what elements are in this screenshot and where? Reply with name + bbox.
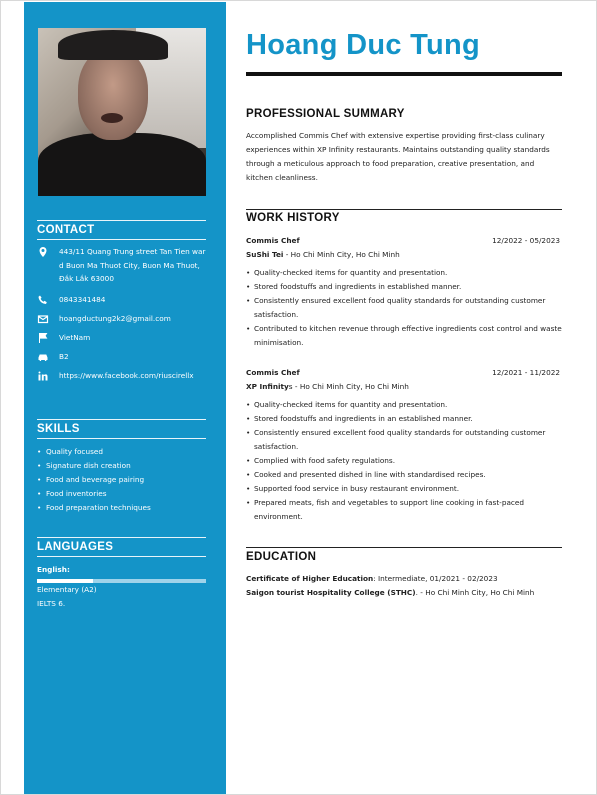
name-underline xyxy=(246,72,562,76)
education-entry xyxy=(246,588,566,597)
contact-email-row xyxy=(37,312,207,326)
education-school: Saigon tourist Hospitality College (STHC) xyxy=(246,588,416,597)
summary-text: Accomplished Commis Chef with extensive expertise providing first-class culinary experiences within XP Infinity restaurants. Maintains outstanding quality standards through a meticulous approach to food preparation, creative presentation, and kitchen cleanliness. xyxy=(246,131,550,182)
job-bullet: • Consistently ensured excellent food quality standards for outstanding customer satisfaction. xyxy=(246,426,562,454)
email-icon xyxy=(37,313,49,325)
languages-title: LANGUAGES xyxy=(37,541,114,553)
job-bullets xyxy=(246,266,562,350)
skills-list xyxy=(37,445,207,515)
contact-address-row xyxy=(37,245,207,286)
skill-item: • Food preparation techniques xyxy=(37,501,207,515)
education-divider xyxy=(246,547,562,548)
job-bullet: • Quality-checked items for quantity and presentation. xyxy=(246,398,562,412)
job-company-line xyxy=(246,250,400,259)
job-bullet: • Stored foodstuffs and ingredients in established manner. xyxy=(246,280,562,294)
sidebar xyxy=(24,2,226,794)
job-company: SuShi Tei xyxy=(246,250,284,259)
job-title: Commis Chef xyxy=(246,368,300,377)
skill-item: • Food inventories xyxy=(37,487,207,501)
job-bullet: • Stored foodstuffs and ingredients in an established manner. xyxy=(246,412,562,426)
languages-divider xyxy=(37,556,206,557)
contact-country: VietNam xyxy=(59,333,91,342)
candidate-name: Hoang Duc Tung xyxy=(246,29,481,61)
education-title: EDUCATION xyxy=(246,551,317,563)
skills-divider xyxy=(37,438,206,439)
car-icon xyxy=(37,351,49,363)
job-title: Commis Chef xyxy=(246,236,300,245)
job-bullet: • Cooked and presented dished in line with standardised recipes. xyxy=(246,468,562,482)
job-location: s - Ho Chi Minh City, Ho Chi Minh xyxy=(288,382,409,391)
job-bullet: • Prepared meats, fish and vegetables to support line cooking in fast-paced environment. xyxy=(246,496,562,524)
contact-email[interactable]: hoangductung2k2@gmail.com xyxy=(59,314,171,323)
education-detail: . - Ho Chi Minh City, Ho Chi Minh xyxy=(415,588,535,597)
job-dates: 12/2021 - 11/2022 xyxy=(492,368,560,377)
skills-title: SKILLS xyxy=(37,423,80,435)
languages-divider-top xyxy=(37,537,206,538)
work-divider xyxy=(246,209,562,210)
contact-linkedin[interactable]: https://www.facebook.com/riuscirellx xyxy=(59,371,194,380)
work-title: WORK HISTORY xyxy=(246,212,340,224)
job-company-line xyxy=(246,382,409,391)
summary-title: PROFESSIONAL SUMMARY xyxy=(246,108,405,120)
contact-divider-top xyxy=(37,220,206,221)
location-pin-icon xyxy=(37,246,49,258)
contact-linkedin-row xyxy=(37,369,207,383)
education-entry xyxy=(246,574,566,583)
linkedin-icon xyxy=(37,370,49,382)
skill-item: • Food and beverage pairing xyxy=(37,473,207,487)
job-bullet: • Consistently ensured excellent food quality standards for outstanding customer satisfaction. xyxy=(246,294,562,322)
language-level-bar xyxy=(37,579,206,583)
skills-divider-top xyxy=(37,419,206,420)
job-dates: 12/2022 - 05/2023 xyxy=(492,236,560,245)
contact-title: CONTACT xyxy=(37,224,95,236)
contact-license: B2 xyxy=(59,352,69,361)
contact-phone[interactable]: 0843341484 xyxy=(59,295,106,304)
job-bullet: • Quality-checked items for quantity and presentation. xyxy=(246,266,562,280)
education-degree: Certificate of Higher Education xyxy=(246,574,374,583)
job-bullet: • Contributed to kitchen revenue through effective ingredients cost control and waste minimisation. xyxy=(246,322,562,350)
contact-phone-row xyxy=(37,293,207,307)
language-level-fill xyxy=(37,579,93,583)
education-detail: : Intermediate, 01/2021 - 02/2023 xyxy=(373,574,498,583)
job-company: XP Infinity xyxy=(246,382,289,391)
phone-icon xyxy=(37,294,49,306)
job-bullet: • Supported food service in busy restaurant environment. xyxy=(246,482,562,496)
profile-photo xyxy=(38,28,206,196)
contact-divider xyxy=(37,239,206,240)
skill-item: • Quality focused xyxy=(37,445,207,459)
language-note: IELTS 6. xyxy=(37,599,66,608)
job-bullet: • Complied with food safety regulations. xyxy=(246,454,562,468)
job-bullets xyxy=(246,398,562,524)
skill-item: • Signature dish creation xyxy=(37,459,207,473)
language-name: English: xyxy=(37,565,70,574)
contact-country-row xyxy=(37,331,207,345)
contact-address: 443/11 Quang Trung street Tan Tien ward Buon Ma Thuot City, Buon Ma Thuot, Đắk Lắk 63000 xyxy=(59,247,206,283)
job-location: - Ho Chi Minh City, Ho Chi Minh xyxy=(283,250,400,259)
language-level: Elementary (A2) xyxy=(37,585,97,594)
flag-icon xyxy=(37,332,49,344)
contact-license-row xyxy=(37,350,207,364)
